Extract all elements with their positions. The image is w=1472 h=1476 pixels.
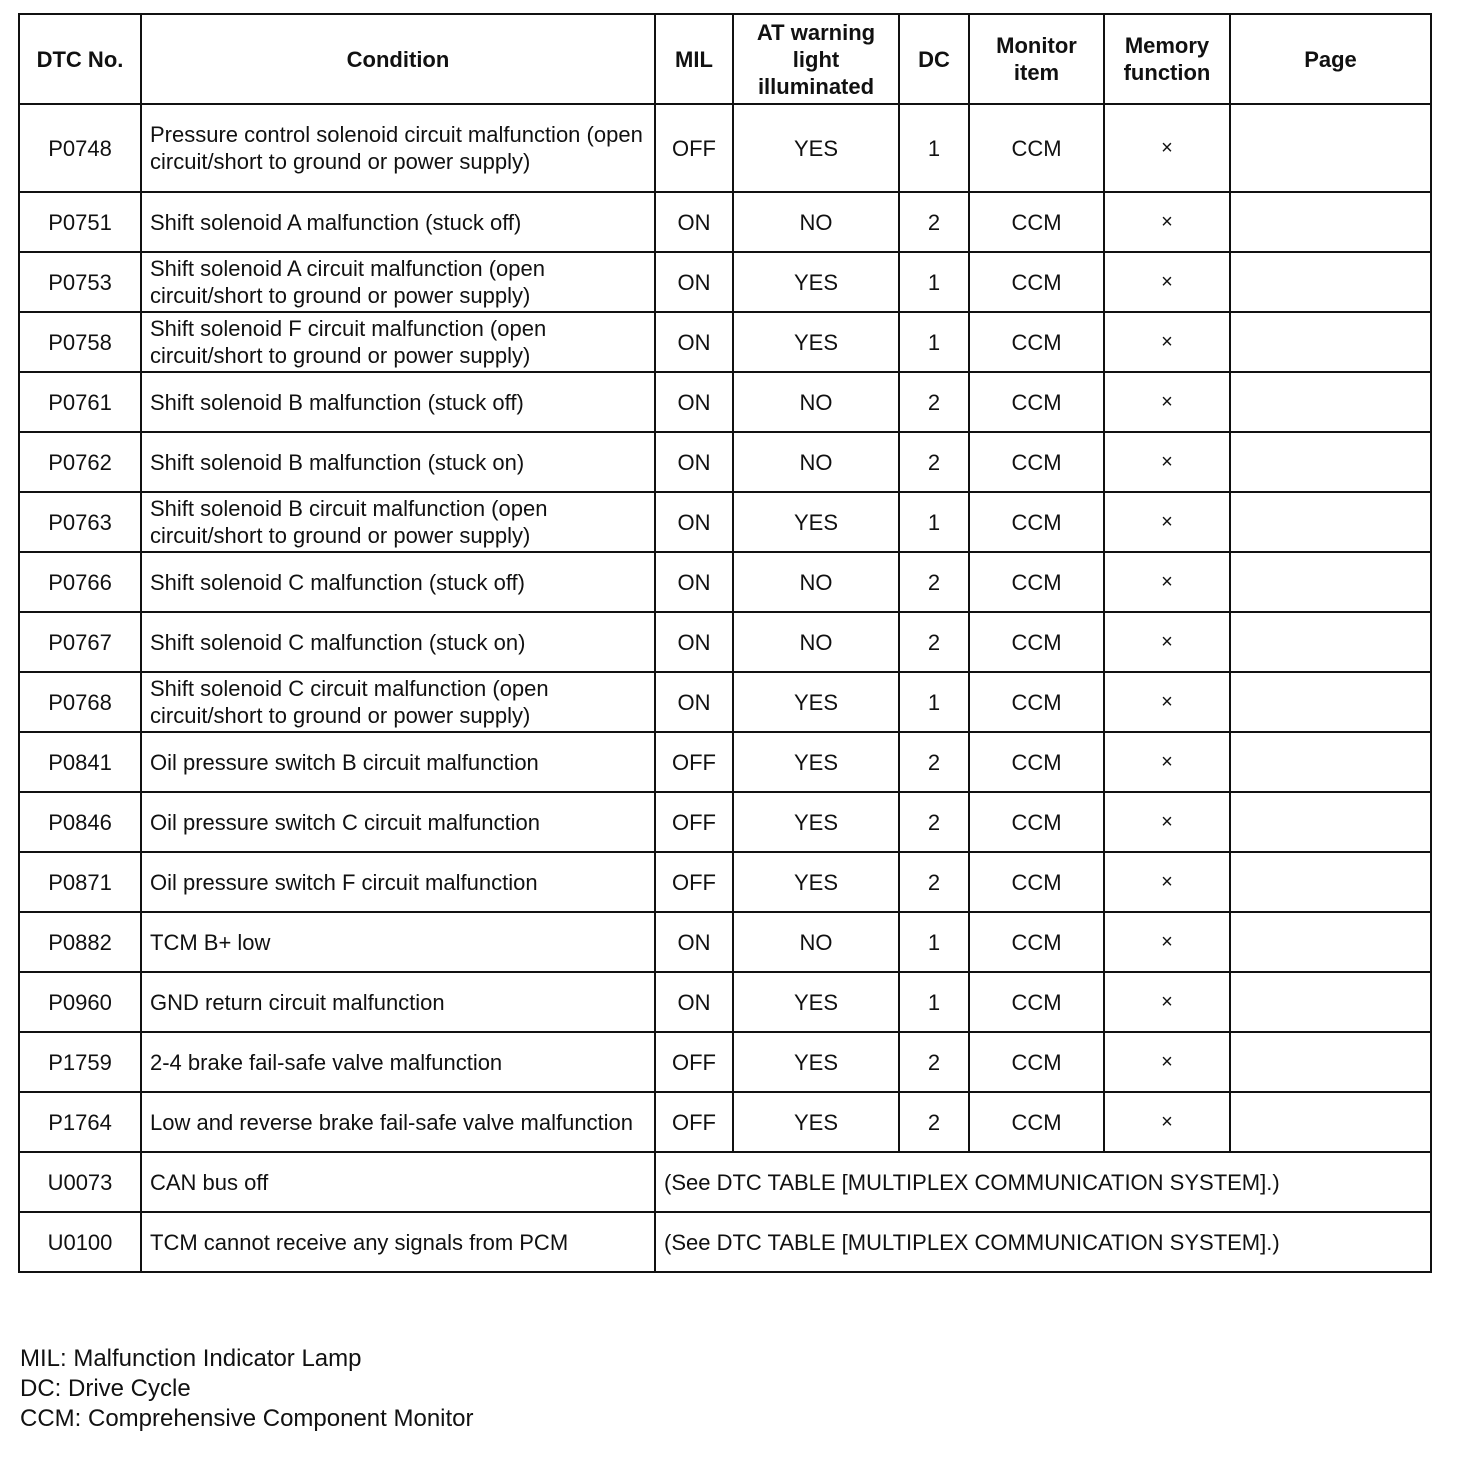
condition-cell: CAN bus off: [141, 1152, 655, 1212]
at-warning-cell: NO: [733, 552, 899, 612]
dc-cell: 2: [899, 852, 969, 912]
monitor-cell: CCM: [969, 252, 1104, 312]
at-warning-cell: YES: [733, 852, 899, 912]
memory-cell: ×: [1104, 792, 1230, 852]
at-warning-cell: NO: [733, 912, 899, 972]
monitor-cell: CCM: [969, 912, 1104, 972]
mil-cell: ON: [655, 672, 733, 732]
at-warning-cell: YES: [733, 1032, 899, 1092]
table-row-reference: [19, 1152, 1431, 1212]
monitor-cell: CCM: [969, 792, 1104, 852]
table-row: [19, 672, 1431, 732]
dtc-cell: P0846: [19, 792, 141, 852]
page-cell: [1230, 792, 1431, 852]
at-warning-cell: YES: [733, 792, 899, 852]
condition-cell: Shift solenoid C circuit malfunction (open circuit/short to ground or power supply): [141, 672, 655, 732]
table-row: [19, 792, 1431, 852]
page-cell: [1230, 104, 1431, 192]
monitor-cell: CCM: [969, 492, 1104, 552]
condition-cell: Pressure control solenoid circuit malfunction (open circuit/short to ground or power supply): [141, 104, 655, 192]
table-row: [19, 192, 1431, 252]
memory-cell: ×: [1104, 972, 1230, 1032]
at-warning-cell: YES: [733, 972, 899, 1032]
page-cell: [1230, 1092, 1431, 1152]
monitor-cell: CCM: [969, 1092, 1104, 1152]
table-row: [19, 912, 1431, 972]
at-warning-cell: YES: [733, 672, 899, 732]
condition-cell: 2-4 brake fail-safe valve malfunction: [141, 1032, 655, 1092]
condition-cell: Shift solenoid F circuit malfunction (open circuit/short to ground or power supply): [141, 312, 655, 372]
mil-cell: ON: [655, 192, 733, 252]
header-dc: DC: [899, 14, 969, 104]
table-row: [19, 552, 1431, 612]
condition-cell: Oil pressure switch C circuit malfunction: [141, 792, 655, 852]
dc-cell: 1: [899, 312, 969, 372]
monitor-cell: CCM: [969, 312, 1104, 372]
page-cell: [1230, 492, 1431, 552]
at-warning-cell: YES: [733, 492, 899, 552]
monitor-cell: CCM: [969, 192, 1104, 252]
page-cell: [1230, 552, 1431, 612]
dc-cell: 1: [899, 252, 969, 312]
monitor-cell: CCM: [969, 612, 1104, 672]
header-monitor: Monitor item: [969, 14, 1104, 104]
dtc-cell: P0751: [19, 192, 141, 252]
monitor-cell: CCM: [969, 972, 1104, 1032]
header-memory: Memory function: [1104, 14, 1230, 104]
at-warning-cell: NO: [733, 612, 899, 672]
memory-cell: ×: [1104, 672, 1230, 732]
legend-ccm: CCM: Comprehensive Component Monitor: [20, 1405, 474, 1432]
mil-cell: OFF: [655, 1092, 733, 1152]
table-body: [19, 104, 1431, 1272]
page-cell: [1230, 672, 1431, 732]
table-row: [19, 104, 1431, 192]
table-row: [19, 972, 1431, 1032]
mil-cell: OFF: [655, 732, 733, 792]
mil-cell: ON: [655, 552, 733, 612]
mil-cell: OFF: [655, 104, 733, 192]
monitor-cell: CCM: [969, 732, 1104, 792]
memory-cell: ×: [1104, 192, 1230, 252]
mil-cell: OFF: [655, 852, 733, 912]
mil-cell: ON: [655, 912, 733, 972]
condition-cell: Shift solenoid B malfunction (stuck on): [141, 432, 655, 492]
condition-cell: Shift solenoid C malfunction (stuck off): [141, 552, 655, 612]
page-cell: [1230, 852, 1431, 912]
mil-cell: OFF: [655, 1032, 733, 1092]
memory-cell: ×: [1104, 252, 1230, 312]
memory-cell: ×: [1104, 612, 1230, 672]
dtc-cell: U0073: [19, 1152, 141, 1212]
monitor-cell: CCM: [969, 1032, 1104, 1092]
memory-cell: ×: [1104, 732, 1230, 792]
mil-cell: ON: [655, 312, 733, 372]
dc-cell: 2: [899, 612, 969, 672]
at-warning-cell: NO: [733, 432, 899, 492]
dc-cell: 2: [899, 1092, 969, 1152]
table-row: [19, 1092, 1431, 1152]
dc-cell: 2: [899, 192, 969, 252]
dc-cell: 2: [899, 552, 969, 612]
header-row: [19, 14, 1431, 104]
mil-cell: ON: [655, 372, 733, 432]
dc-cell: 1: [899, 672, 969, 732]
memory-cell: ×: [1104, 912, 1230, 972]
dtc-cell: P0748: [19, 104, 141, 192]
condition-cell: Shift solenoid C malfunction (stuck on): [141, 612, 655, 672]
at-warning-cell: YES: [733, 1092, 899, 1152]
dc-cell: 2: [899, 372, 969, 432]
mil-cell: ON: [655, 972, 733, 1032]
dc-cell: 1: [899, 972, 969, 1032]
dtc-table: [18, 13, 1432, 1273]
dtc-cell: P0768: [19, 672, 141, 732]
condition-cell: Shift solenoid B circuit malfunction (open circuit/short to ground or power supply): [141, 492, 655, 552]
page-cell: [1230, 912, 1431, 972]
at-warning-cell: NO: [733, 372, 899, 432]
dtc-cell: P0882: [19, 912, 141, 972]
monitor-cell: CCM: [969, 432, 1104, 492]
monitor-cell: CCM: [969, 672, 1104, 732]
dtc-cell: P0766: [19, 552, 141, 612]
page-cell: [1230, 432, 1431, 492]
dtc-cell: P0762: [19, 432, 141, 492]
table-row: [19, 372, 1431, 432]
dc-cell: 2: [899, 1032, 969, 1092]
at-warning-cell: YES: [733, 252, 899, 312]
condition-cell: TCM cannot receive any signals from PCM: [141, 1212, 655, 1272]
monitor-cell: CCM: [969, 852, 1104, 912]
dtc-cell: P1764: [19, 1092, 141, 1152]
mil-cell: OFF: [655, 792, 733, 852]
mil-cell: ON: [655, 612, 733, 672]
monitor-cell: CCM: [969, 372, 1104, 432]
condition-cell: Oil pressure switch F circuit malfunction: [141, 852, 655, 912]
table-row: [19, 252, 1431, 312]
dtc-cell: P0761: [19, 372, 141, 432]
condition-cell: Shift solenoid A circuit malfunction (open circuit/short to ground or power supply): [141, 252, 655, 312]
memory-cell: ×: [1104, 312, 1230, 372]
dc-cell: 1: [899, 104, 969, 192]
mil-cell: ON: [655, 492, 733, 552]
dtc-cell: P1759: [19, 1032, 141, 1092]
dtc-cell: P0758: [19, 312, 141, 372]
page-cell: [1230, 972, 1431, 1032]
memory-cell: ×: [1104, 492, 1230, 552]
reference-note: (See DTC TABLE [MULTIPLEX COMMUNICATION SYSTEM].): [655, 1212, 1431, 1272]
memory-cell: ×: [1104, 1032, 1230, 1092]
header-condition: Condition: [141, 14, 655, 104]
at-warning-cell: NO: [733, 192, 899, 252]
dc-cell: 2: [899, 792, 969, 852]
dtc-cell: U0100: [19, 1212, 141, 1272]
dtc-cell: P0753: [19, 252, 141, 312]
page-cell: [1230, 312, 1431, 372]
memory-cell: ×: [1104, 372, 1230, 432]
dc-cell: 2: [899, 432, 969, 492]
page-cell: [1230, 612, 1431, 672]
monitor-cell: CCM: [969, 104, 1104, 192]
table-row: [19, 732, 1431, 792]
dtc-cell: P0871: [19, 852, 141, 912]
header-at-warning: AT warning light illuminated: [733, 14, 899, 104]
condition-cell: Shift solenoid A malfunction (stuck off): [141, 192, 655, 252]
page-cell: [1230, 1032, 1431, 1092]
legend-mil: MIL: Malfunction Indicator Lamp: [20, 1345, 362, 1372]
dc-cell: 1: [899, 912, 969, 972]
memory-cell: ×: [1104, 104, 1230, 192]
table-row: [19, 1032, 1431, 1092]
dtc-cell: P0767: [19, 612, 141, 672]
memory-cell: ×: [1104, 852, 1230, 912]
dc-cell: 1: [899, 492, 969, 552]
dtc-cell: P0841: [19, 732, 141, 792]
page-cell: [1230, 252, 1431, 312]
at-warning-cell: YES: [733, 732, 899, 792]
monitor-cell: CCM: [969, 552, 1104, 612]
condition-cell: Oil pressure switch B circuit malfunction: [141, 732, 655, 792]
header-page: Page: [1230, 14, 1431, 104]
table-row: [19, 612, 1431, 672]
page-cell: [1230, 192, 1431, 252]
table-row-reference: [19, 1212, 1431, 1272]
legend: [20, 1344, 474, 1434]
table-row: [19, 432, 1431, 492]
memory-cell: ×: [1104, 432, 1230, 492]
at-warning-cell: YES: [733, 312, 899, 372]
table-row: [19, 492, 1431, 552]
header-dtc: DTC No.: [19, 14, 141, 104]
memory-cell: ×: [1104, 1092, 1230, 1152]
header-mil: MIL: [655, 14, 733, 104]
condition-cell: Low and reverse brake fail-safe valve malfunction: [141, 1092, 655, 1152]
dtc-cell: P0763: [19, 492, 141, 552]
page-cell: [1230, 732, 1431, 792]
condition-cell: Shift solenoid B malfunction (stuck off): [141, 372, 655, 432]
condition-cell: GND return circuit malfunction: [141, 972, 655, 1032]
dc-cell: 2: [899, 732, 969, 792]
legend-dc: DC: Drive Cycle: [20, 1375, 191, 1402]
memory-cell: ×: [1104, 552, 1230, 612]
mil-cell: ON: [655, 252, 733, 312]
mil-cell: ON: [655, 432, 733, 492]
dtc-cell: P0960: [19, 972, 141, 1032]
page-cell: [1230, 372, 1431, 432]
condition-cell: TCM B+ low: [141, 912, 655, 972]
table-row: [19, 312, 1431, 372]
at-warning-cell: YES: [733, 104, 899, 192]
reference-note: (See DTC TABLE [MULTIPLEX COMMUNICATION SYSTEM].): [655, 1152, 1431, 1212]
table-row: [19, 852, 1431, 912]
